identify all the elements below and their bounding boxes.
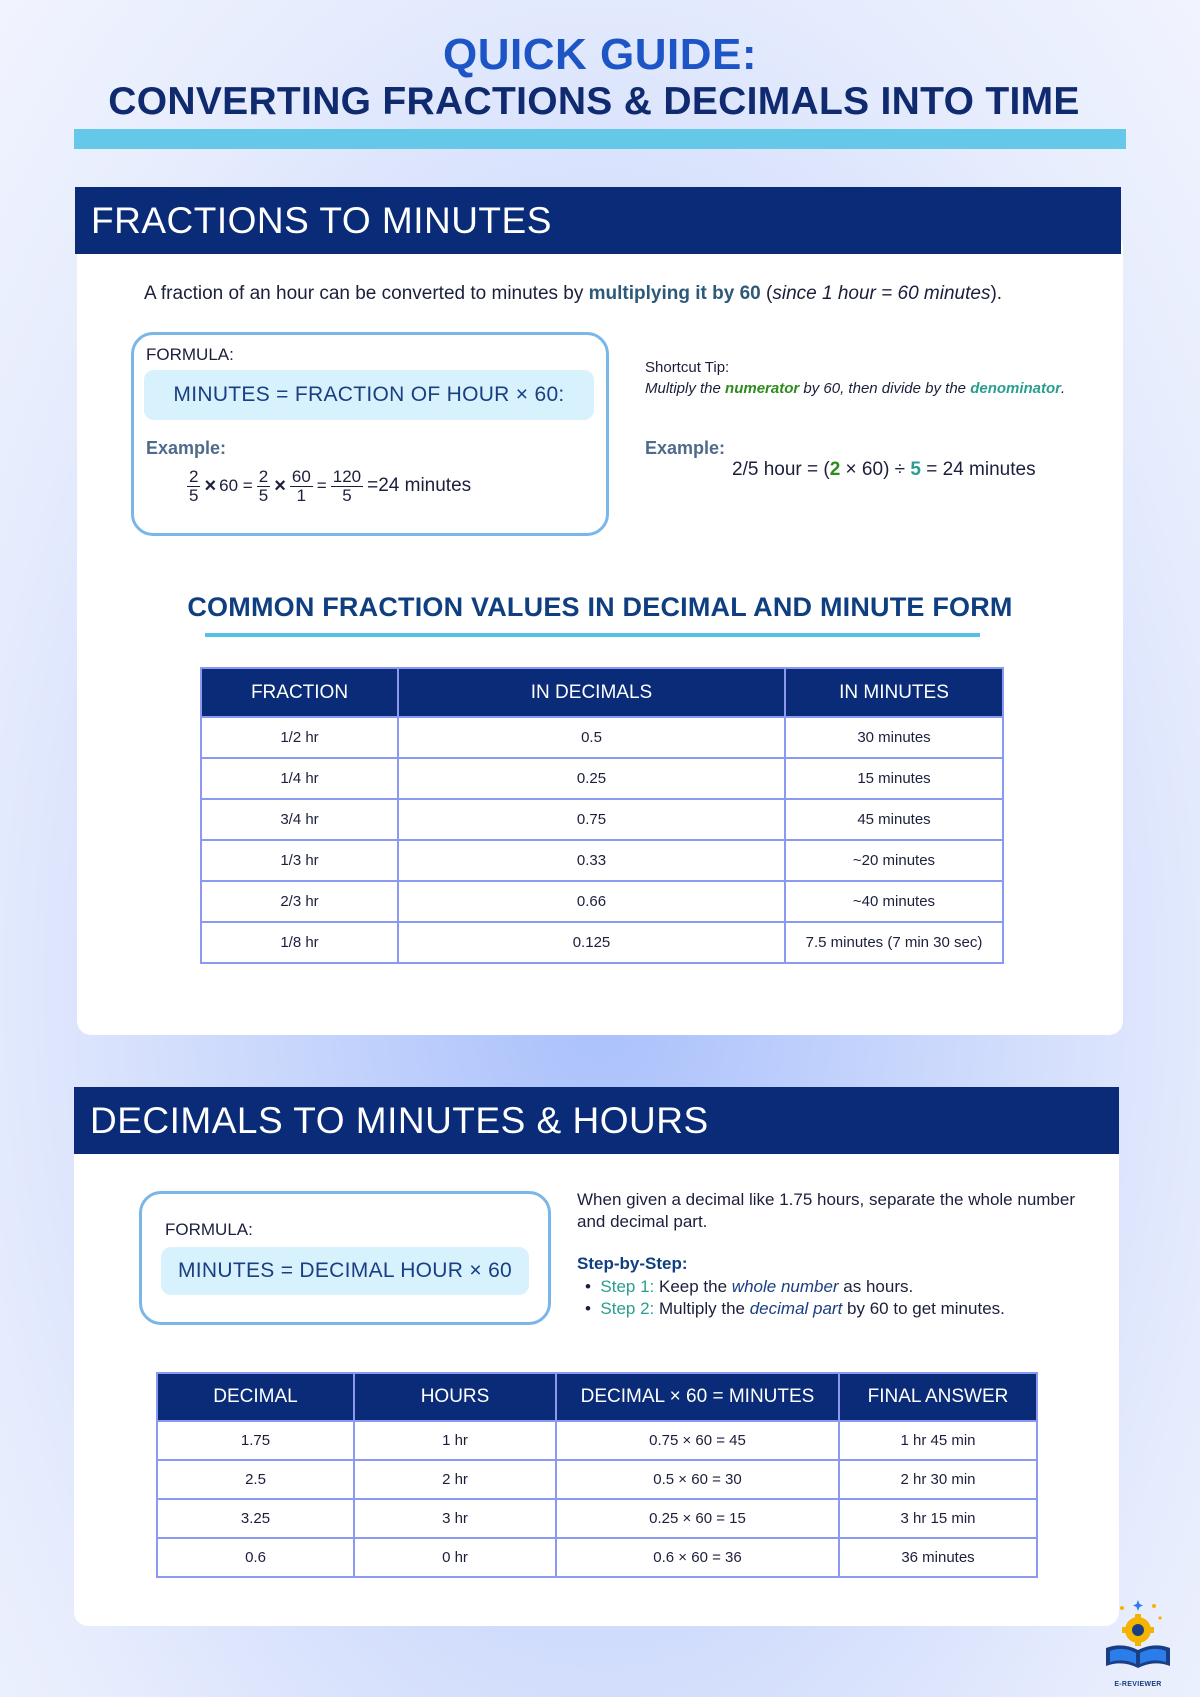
step1-label: Step 1: (600, 1277, 655, 1296)
logo-text: E-REVIEWER (1114, 1681, 1162, 1688)
shortcut-example-num: 2 (829, 459, 841, 480)
decimal-formula: MINUTES = DECIMAL HOUR × 60 (161, 1247, 529, 1295)
cell-calc: 0.5 × 60 = 30 (556, 1460, 839, 1499)
times-sign: × (204, 474, 217, 497)
col-header-minutes: IN MINUTES (785, 668, 1003, 717)
cell-fraction: 3/4 hr (201, 799, 398, 840)
cell-minutes: 30 minutes (785, 717, 1003, 758)
equals-sign: = (316, 476, 327, 496)
step1-italic: whole number (731, 1277, 839, 1296)
cell-minutes: ~40 minutes (785, 881, 1003, 922)
cell-hours: 1 hr (354, 1421, 556, 1460)
cell-calc: 0.25 × 60 = 15 (556, 1499, 839, 1538)
col-header-fraction: FRACTION (201, 668, 398, 717)
shortcut-example-den: 5 (910, 459, 921, 480)
fraction-2-5-b: $\frac{2}{5}$ (258, 467, 269, 505)
fraction-table-title-underline (205, 633, 980, 637)
step-1: • Step 1: Keep the whole number as hours. (585, 1277, 914, 1296)
fraction-table (200, 667, 1004, 964)
col-header-hours: HOURS (354, 1373, 556, 1421)
table-row (157, 1499, 1037, 1538)
fraction-120-5: $\frac{120}{5}$ (332, 467, 362, 505)
cell-calc: 0.75 × 60 = 45 (556, 1421, 839, 1460)
cell-minutes: 45 minutes (785, 799, 1003, 840)
cell-minutes: ~20 minutes (785, 840, 1003, 881)
decimal-table (156, 1372, 1038, 1578)
fraction-example (186, 468, 471, 505)
cell-decimal: 0.66 (398, 881, 785, 922)
col-header-decimals: IN DECIMALS (398, 668, 785, 717)
col-header-decimal-times-60: DECIMAL × 60 = MINUTES (556, 1373, 839, 1421)
cell-calc: 0.6 × 60 = 36 (556, 1538, 839, 1577)
cell-decimal: 3.25 (157, 1499, 354, 1538)
table-row (201, 758, 1003, 799)
shortcut-tip-title: Shortcut Tip: (645, 359, 730, 376)
fraction-table-header (201, 668, 1003, 717)
cell-decimal: 2.5 (157, 1460, 354, 1499)
example-result: =24 minutes (367, 475, 472, 497)
cell-final: 2 hr 30 min (839, 1460, 1037, 1499)
table-row (201, 881, 1003, 922)
fraction-60-1: $\frac{60}{1}$ (291, 467, 311, 505)
fraction-formula: MINUTES = FRACTION OF HOUR × 60: (144, 370, 594, 420)
sixty-equals: 60 = (219, 476, 253, 496)
example2-label: Example: (645, 438, 726, 458)
shortcut-example: 2/5 hour = (2 × 60) ÷ 5 = 24 minutes (732, 459, 1036, 480)
title-underline (74, 129, 1126, 149)
cell-minutes: 7.5 minutes (7 min 30 sec) (785, 922, 1003, 963)
fractions-intro (144, 283, 1002, 305)
cell-decimal: 0.25 (398, 758, 785, 799)
table-row (157, 1421, 1037, 1460)
step-2: • Step 2: Multiply the decimal part by 60 to get minutes. (585, 1299, 1005, 1318)
step2-italic: decimal part (749, 1299, 843, 1318)
fractions-section-heading: FRACTIONS TO MINUTES (75, 187, 1121, 254)
decimals-section-heading: DECIMALS TO MINUTES & HOURS (74, 1087, 1119, 1154)
e-reviewer-logo (1102, 1598, 1174, 1688)
page-title-line2: CONVERTING FRACTIONS & DECIMALS INTO TIME (108, 80, 1080, 123)
decimal-intro: When given a decimal like 1.75 hours, separate the whole number and decimal part. (577, 1190, 1076, 1231)
intro-open: ( (760, 283, 773, 304)
cell-fraction: 1/2 hr (201, 717, 398, 758)
table-row (157, 1538, 1037, 1577)
cell-final: 1 hr 45 min (839, 1421, 1037, 1460)
steps-title: Step-by-Step: (577, 1254, 688, 1273)
col-header-decimal: DECIMAL (157, 1373, 354, 1421)
cell-decimal: 0.5 (398, 717, 785, 758)
col-header-final-answer: FINAL ANSWER (839, 1373, 1037, 1421)
page-title-line1: QUICK GUIDE: (443, 30, 757, 79)
decimal-table-header (157, 1373, 1037, 1421)
cell-fraction: 1/3 hr (201, 840, 398, 881)
cell-hours: 2 hr (354, 1460, 556, 1499)
formula-label-2: FORMULA: (165, 1220, 253, 1239)
example-label: Example: (146, 438, 227, 458)
table-row (201, 840, 1003, 881)
cell-final: 3 hr 15 min (839, 1499, 1037, 1538)
shortcut-tip-text: Multiply the numerator by 60, then divide by the denominator. (645, 380, 1066, 397)
cell-decimal: 0.33 (398, 840, 785, 881)
cell-decimal: 0.125 (398, 922, 785, 963)
intro-text: A fraction of an hour can be converted to minutes by (144, 283, 589, 304)
cell-minutes: 15 minutes (785, 758, 1003, 799)
step2-label: Step 2: (600, 1299, 655, 1318)
cell-hours: 0 hr (354, 1538, 556, 1577)
table-row (201, 922, 1003, 963)
table-row (201, 799, 1003, 840)
fraction-2-5: $\frac{2}{5}$ (189, 467, 199, 505)
cell-decimal: 1.75 (157, 1421, 354, 1460)
table-row (201, 717, 1003, 758)
cell-final: 36 minutes (839, 1538, 1037, 1577)
formula-label: FORMULA: (146, 345, 234, 364)
cell-fraction: 1/4 hr (201, 758, 398, 799)
cell-hours: 3 hr (354, 1499, 556, 1538)
steps-list (585, 1276, 1005, 1320)
tip-numerator: numerator (725, 380, 800, 397)
lightbulb-book-icon (1102, 1598, 1174, 1676)
cell-fraction: 2/3 hr (201, 881, 398, 922)
intro-bold: multiplying it by 60 (588, 283, 761, 304)
tip-denominator: denominator (970, 380, 1062, 397)
cell-decimal: 0.75 (398, 799, 785, 840)
fraction-table-title: COMMON FRACTION VALUES IN DECIMAL AND MINUTE FORM (187, 592, 1013, 622)
times-sign-2: × (274, 474, 286, 497)
intro-italic: since 1 hour = 60 minutes (772, 283, 991, 304)
table-row (157, 1460, 1037, 1499)
cell-fraction: 1/8 hr (201, 922, 398, 963)
cell-decimal: 0.6 (157, 1538, 354, 1577)
intro-close: ). (990, 283, 1003, 304)
